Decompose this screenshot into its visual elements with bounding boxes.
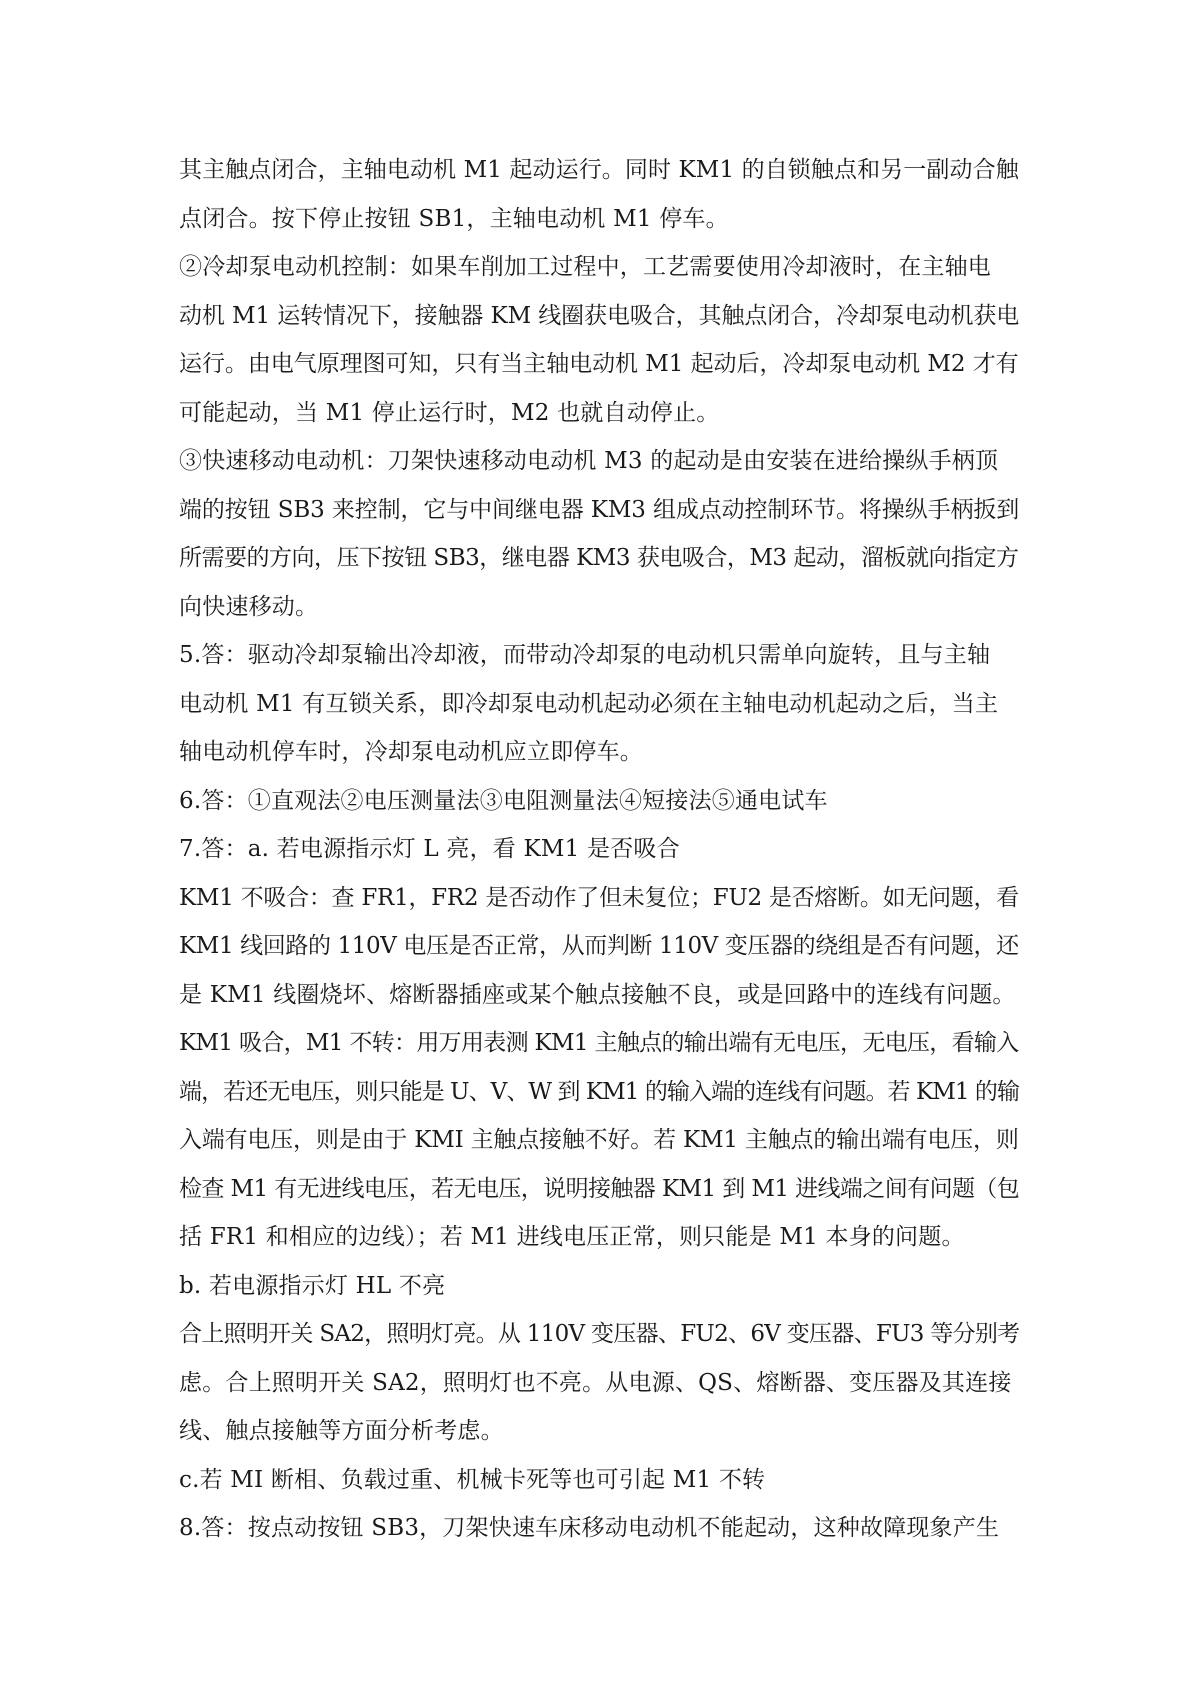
text-line: 是 KM1 线圈烧坏、熔断器插座或某个触点接触不良，或是回路中的连线有问题。 — [179, 981, 1016, 1008]
text-line: 虑。合上照明开关 SA2，照明灯也不亮。从电源、QS、熔断器、变压器及其连接 — [179, 1369, 1012, 1396]
text-line: 其主触点闭合，主轴电动机 M1 起动运行。同时 KM1 的自锁触点和另一副动合触 — [179, 157, 1019, 183]
text-line: 6.答：①直观法②电压测量法③电阻测量法④短接法⑤通电试车 — [179, 787, 828, 814]
text-line: 线、触点接触等方面分析考虑。 — [179, 1418, 504, 1444]
text-line: 端，若还无电压，则只能是 U、V、W 到 KM1 的输入端的连线有问题。若 KM1 的输 — [179, 1078, 1020, 1105]
text-line: ③快速移动电动机：刀架快速移动电动机 M3 的起动是由安装在进给操纵手柄顶 — [179, 448, 999, 474]
text-line: 可能起动，当 M1 停止运行时，M2 也就自动停止。 — [179, 399, 720, 426]
text-line: 所需要的方向，压下按钮 SB3，继电器 KM3 获电吸合，M3 起动，溜板就向指定方 — [179, 545, 1019, 571]
text-line: 入端有电压，则是由于 KMI 主触点接触不好。若 KM1 主触点的输出端有电压，则 — [179, 1127, 1019, 1153]
text-line: c.若 MI 断相、负载过重、机械卡死等也可引起 M1 不转 — [179, 1466, 766, 1493]
text-line: 合上照明开关 SA2，照明灯亮。从 110V 变压器、FU2、6V 变压器、FU3 等分别考 — [179, 1321, 1020, 1347]
text-line: 运行。由电气原理图可知，只有当主轴电动机 M1 起动后，冷却泵电动机 M2 才有 — [179, 351, 1019, 377]
text-line: 端的按钮 SB3 来控制，它与中间继电器 KM3 组成点动控制环节。将操纵手柄扳到 — [179, 496, 1020, 523]
text-line: 向快速移动。 — [179, 593, 319, 620]
text-line: KM1 不吸合：查 FR1，FR2 是否动作了但未复位；FU2 是否熔断。如无问题，看 — [179, 884, 1020, 911]
text-line: 8.答：按点动按钮 SB3，刀架快速车床移动电动机不能起动，这种故障现象产生 — [179, 1515, 1000, 1541]
text-line: KM1 线回路的 110V 电压是否正常，从而判断 110V 变压器的绕组是否有问题，还 — [179, 933, 1019, 959]
body-text — [179, 146, 1019, 1553]
text-line: 括 FR1 和相应的边线）；若 M1 进线电压正常，则只能是 M1 本身的问题。 — [179, 1224, 965, 1250]
text-line: ②冷却泵电动机控制：如果车削加工过程中，工艺需要使用冷却液时，在主轴电 — [179, 254, 991, 280]
text-line: 7.答：a. 若电源指示灯 L 亮，看 KM1 是否吸合 — [179, 836, 680, 862]
text-line: b. 若电源指示灯 HL 不亮 — [179, 1272, 446, 1299]
text-line: KM1 吸合，M1 不转：用万用表测 KM1 主触点的输出端有无电压，无电压，看输入 — [179, 1030, 1019, 1056]
text-line: 点闭合。按下停止按钮 SB1，主轴电动机 M1 停车。 — [179, 205, 729, 232]
text-line: 检查 M1 有无进线电压，若无电压，说明接触器 KM1 到 M1 进线端之间有问题（包 — [179, 1175, 1020, 1202]
text-line: 轴电动机停车时，冷却泵电动机应立即停车。 — [179, 739, 643, 765]
text-line: 电动机 M1 有互锁关系，即冷却泵电动机起动必须在主轴电动机起动之后，当主 — [179, 690, 999, 717]
text-line: 动机 M1 运转情况下，接触器 KM 线圈获电吸合，其触点闭合，冷却泵电动机获电 — [179, 302, 1020, 329]
text-line: 5.答：驱动冷却泵输出冷却液，而带动冷却泵的电动机只需单向旋转，且与主轴 — [179, 642, 991, 668]
